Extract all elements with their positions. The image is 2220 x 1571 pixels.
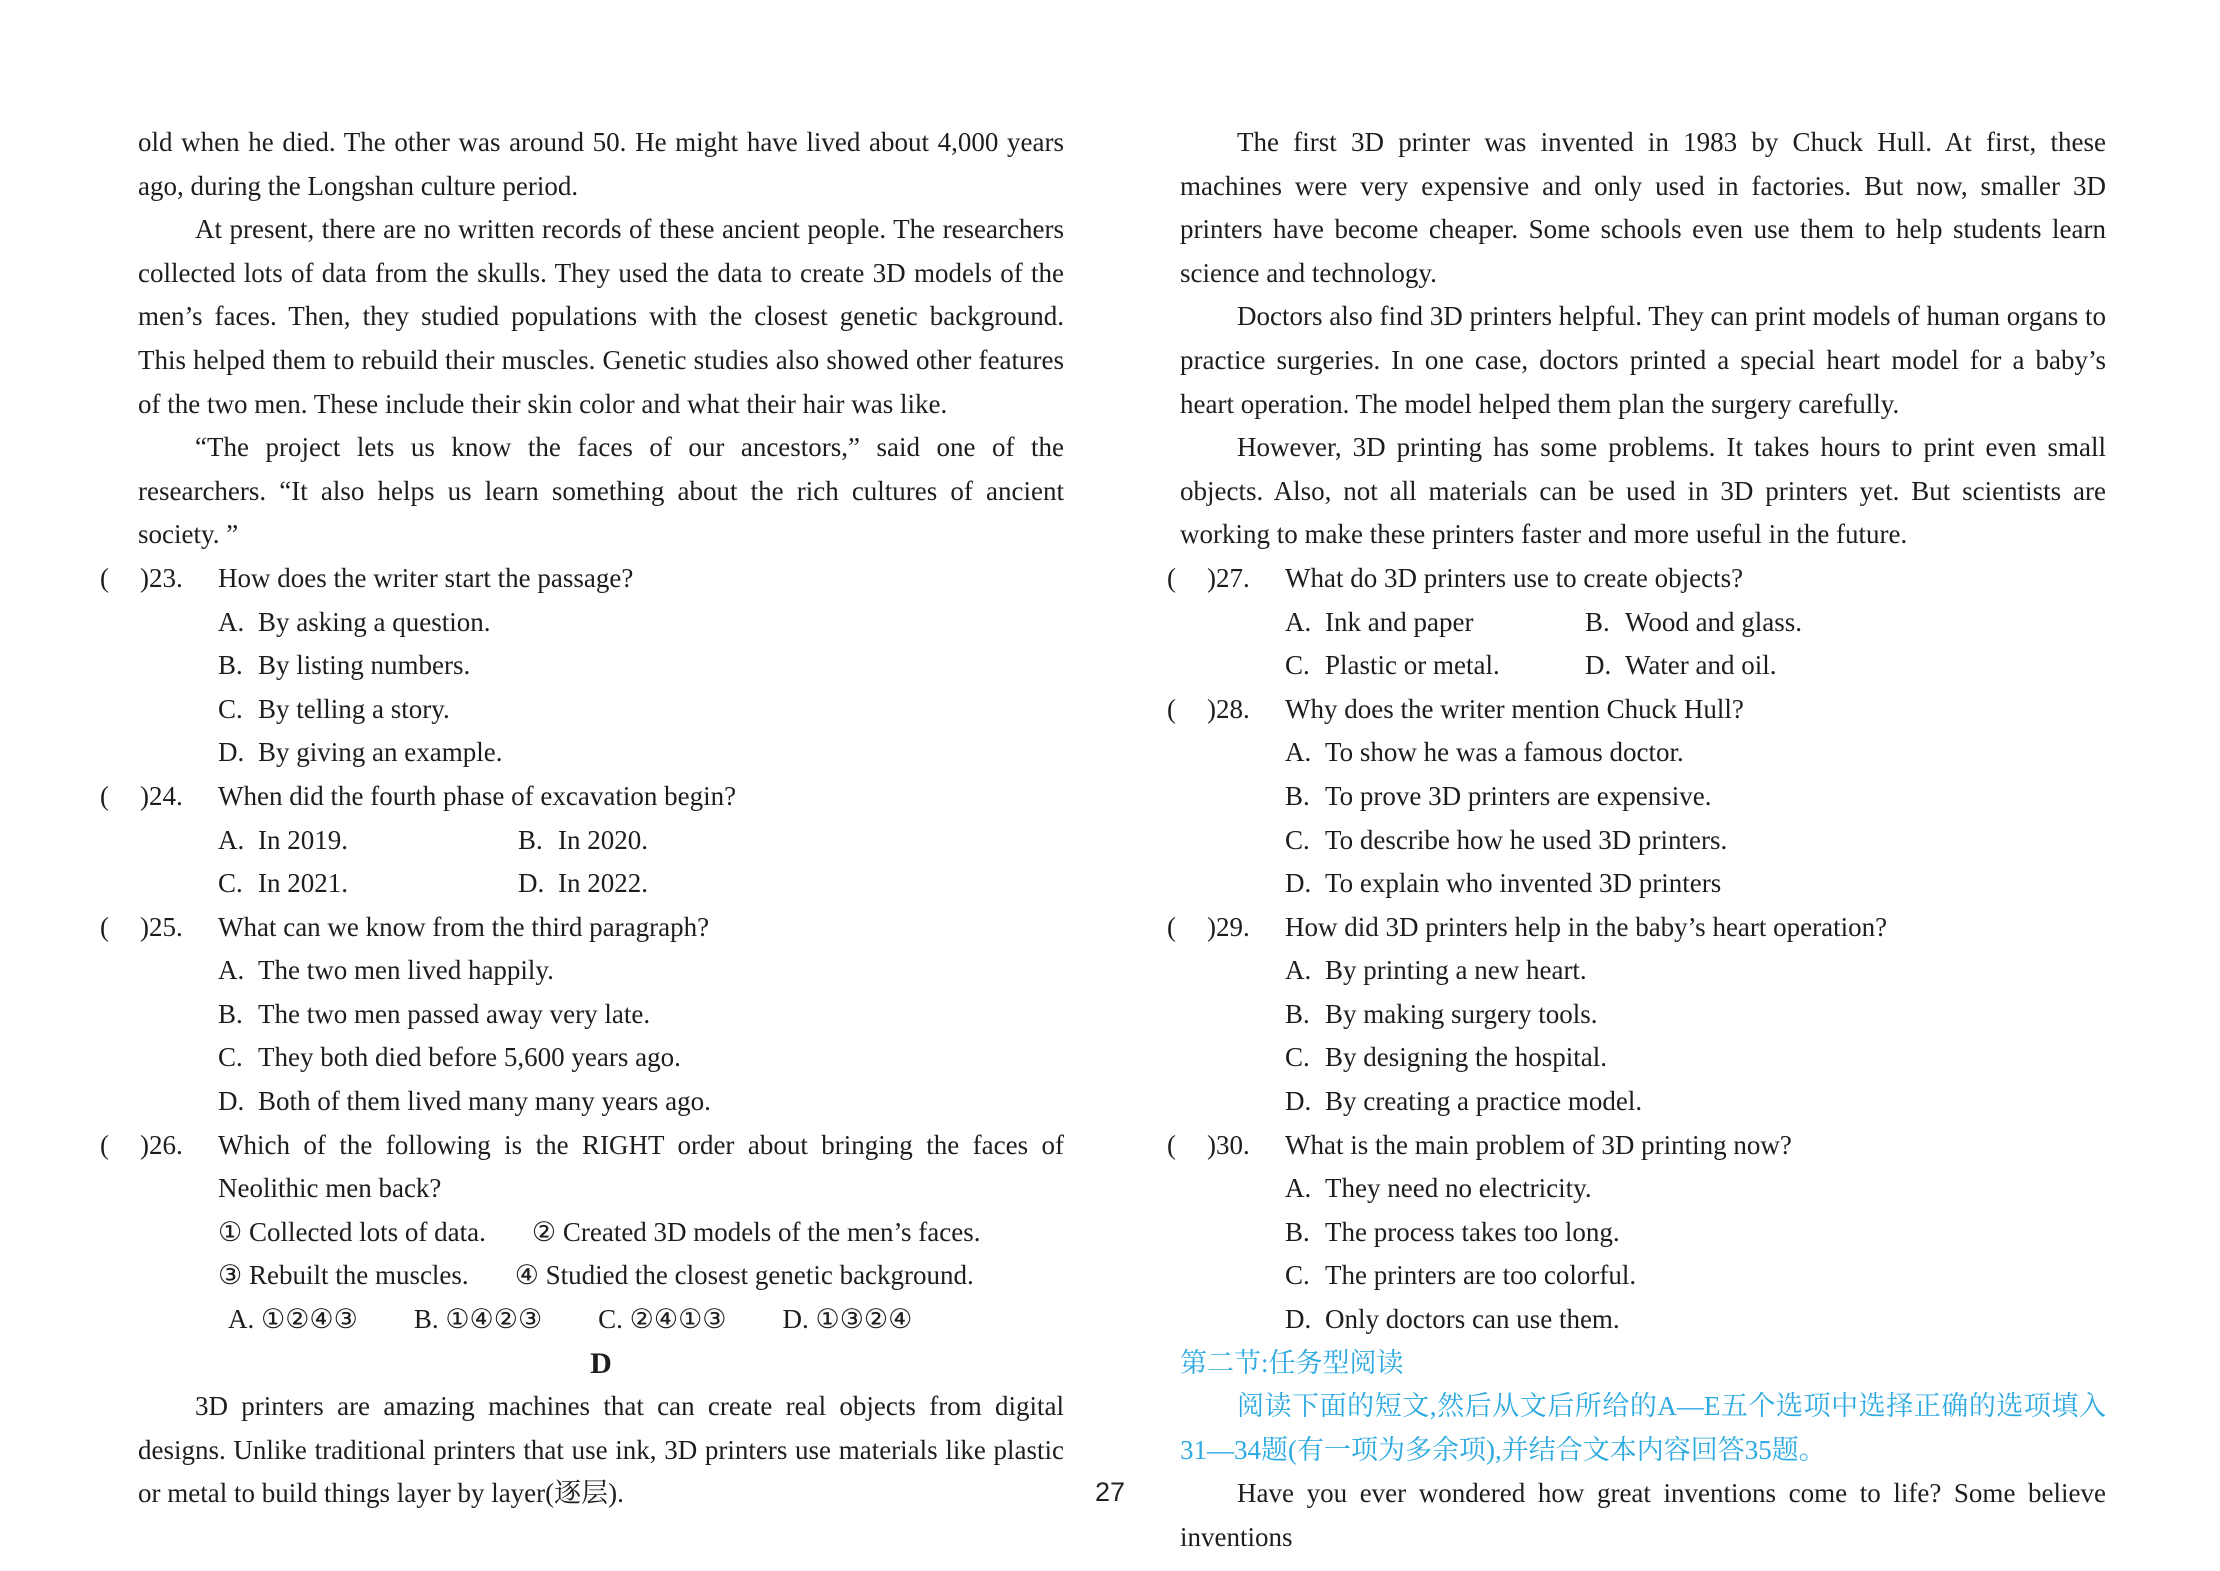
- question-number: )29.: [1207, 911, 1250, 942]
- option-label: C.: [1285, 824, 1310, 855]
- option-24-B: [518, 819, 1064, 863]
- question-number: )27.: [1207, 562, 1250, 593]
- option-29-A: [1285, 949, 2106, 993]
- option-label: D.: [518, 868, 545, 899]
- option-text: By printing a new heart.: [1325, 955, 1587, 986]
- option-text: Water and oil.: [1625, 650, 1777, 681]
- option-label: D.: [1285, 868, 1312, 899]
- question-29: [1167, 906, 2106, 1124]
- sequence-item: ③ Rebuilt the muscles.: [218, 1260, 469, 1291]
- option-text: By designing the hospital.: [1325, 1042, 1607, 1073]
- paragraph: “The project lets us know the faces of our ancestors,” said one of the researchers. “It also helps us learn something about the rich cultures of ancient society. ”: [138, 432, 1064, 550]
- option-text: By telling a story.: [258, 693, 450, 724]
- option-label: B.: [1285, 780, 1310, 811]
- question-text: When did the fourth phase of excavation begin?: [218, 780, 737, 811]
- passage-section-label: D: [590, 1346, 612, 1380]
- left-column: [100, 121, 1064, 1516]
- option-label: B.: [1285, 998, 1310, 1029]
- option-label: A.: [218, 824, 245, 855]
- option-label: A.: [1285, 606, 1312, 637]
- option-text: By giving an example.: [258, 737, 503, 768]
- question-number: )24.: [140, 780, 183, 811]
- option-text: They both died before 5,600 years ago.: [258, 1042, 681, 1073]
- paragraph: Have you ever wondered how great inventions come to life? Some believe inventions: [1180, 1478, 2106, 1552]
- answer-blank: (: [100, 780, 109, 811]
- option-text: By asking a question.: [258, 606, 491, 637]
- option-text: To show he was a famous doctor.: [1325, 737, 1684, 768]
- option-25-A: [218, 949, 1064, 993]
- paragraph: 3D printers are amazing machines that can create real objects from digital designs. Unlike traditional printers that use ink, 3D printers use materials like plastic or metal to build things layer by layer(逐层).: [138, 1391, 1064, 1509]
- option-text: Wood and glass.: [1625, 606, 1803, 637]
- question-number: )26.: [140, 1129, 183, 1160]
- question-text: What do 3D printers use to create objects?: [1285, 562, 1744, 593]
- option-text: To explain who invented 3D printers: [1325, 868, 1722, 899]
- answer-blank: (: [100, 911, 109, 942]
- option-label: A.: [1285, 737, 1312, 768]
- question-body: [218, 557, 1064, 775]
- question-text: What can we know from the third paragraph?: [218, 911, 710, 942]
- sequence-item: ④ Studied the closest genetic background.: [514, 1260, 974, 1291]
- option-text: In 2019.: [258, 824, 348, 855]
- answer-blank: (: [1167, 693, 1176, 724]
- answer-blank: (: [1167, 1129, 1176, 1160]
- question-number: )25.: [140, 911, 183, 942]
- option-30-B: [1285, 1211, 2106, 1255]
- question-body: [1285, 906, 2106, 1124]
- option-label: B.: [1285, 1216, 1310, 1247]
- option-label: A.: [1285, 1173, 1312, 1204]
- option-23-D: [218, 731, 1064, 775]
- sequence-item: ② Created 3D models of the men’s faces.: [531, 1216, 981, 1247]
- answer-choices-row: [228, 1298, 1064, 1342]
- option-25-B: [218, 993, 1064, 1037]
- question-number: )30.: [1207, 1129, 1250, 1160]
- option-25-C: [218, 1036, 1064, 1080]
- option-27-A: [1285, 601, 1585, 645]
- question-text: How did 3D printers help in the baby’s heart operation?: [1285, 911, 1888, 942]
- option-text: The printers are too colorful.: [1325, 1260, 1637, 1291]
- option-23-B: [218, 644, 1064, 688]
- option-28-B: [1285, 775, 2106, 819]
- answer-blank: (: [1167, 562, 1176, 593]
- question-text: What is the main problem of 3D printing now?: [1285, 1129, 1792, 1160]
- question-30: [1167, 1124, 2106, 1342]
- option-27-D: [1585, 644, 2106, 688]
- option-28-A: [1285, 731, 2106, 775]
- option-label: B.: [1585, 606, 1610, 637]
- option-text: To prove 3D printers are expensive.: [1325, 780, 1712, 811]
- answer-choice: B. ①④②③: [413, 1304, 543, 1335]
- option-24-A: [218, 819, 518, 863]
- option-23-A: [218, 601, 1064, 645]
- option-text: Ink and paper: [1325, 606, 1474, 637]
- option-label: D.: [1285, 1086, 1312, 1117]
- option-label: C.: [218, 693, 243, 724]
- question-text: Why does the writer mention Chuck Hull?: [1285, 693, 1744, 724]
- option-label: B.: [518, 824, 543, 855]
- option-28-C: [1285, 819, 2106, 863]
- option-29-D: [1285, 1080, 2106, 1124]
- question-body: [218, 775, 1064, 906]
- option-label: D.: [218, 1086, 245, 1117]
- option-27-C: [1285, 644, 1585, 688]
- question-number: )23.: [140, 562, 183, 593]
- option-text: In 2022.: [558, 868, 648, 899]
- option-grid: [1285, 601, 2106, 688]
- question-27: [1167, 557, 2106, 688]
- option-text: The two men lived happily.: [258, 955, 554, 986]
- answer-blank: (: [100, 1129, 109, 1160]
- option-grid: [218, 819, 1064, 906]
- option-text: The two men passed away very late.: [258, 998, 651, 1029]
- option-30-A: [1285, 1167, 2106, 1211]
- paragraph: However, 3D printing has some problems. It takes hours to print even small objects. Also, not all materials can be used in 3D printers yet. But scientists are working to make these printers faster and more useful in the future.: [1180, 432, 2106, 550]
- question-25: [100, 906, 1064, 1124]
- question-23: [100, 557, 1064, 775]
- paragraph: Doctors also find 3D printers helpful. They can print models of human organs to practice surgeries. In one case, doctors printed a special heart model for a baby’s heart operation. The model helped them plan the surgery carefully.: [1180, 301, 2106, 419]
- option-24-C: [218, 862, 518, 906]
- answer-choice: C. ②④①③: [598, 1304, 727, 1335]
- option-23-C: [218, 688, 1064, 732]
- question-26: [100, 1124, 1064, 1342]
- question-body: [1285, 557, 2106, 688]
- page-number: 27: [1094, 1477, 1126, 1507]
- option-label: D.: [1585, 650, 1612, 681]
- option-text: Only doctors can use them.: [1325, 1304, 1620, 1335]
- question-body: [218, 906, 1064, 1124]
- option-text: In 2020.: [558, 824, 648, 855]
- option-text: The process takes too long.: [1325, 1216, 1620, 1247]
- option-text: In 2021.: [258, 868, 348, 899]
- option-30-D: [1285, 1298, 2106, 1342]
- option-text: To describe how he used 3D printers.: [1325, 824, 1728, 855]
- option-label: B.: [218, 998, 243, 1029]
- answer-choice: A. ①②④③: [228, 1304, 358, 1335]
- option-25-D: [218, 1080, 1064, 1124]
- option-text: Both of them lived many many years ago.: [258, 1086, 711, 1117]
- question-body: [1285, 1124, 2106, 1342]
- option-label: A.: [218, 606, 245, 637]
- paragraph: old when he died. The other was around 50. He might have lived about 4,000 years ago, during the Longshan culture period.: [138, 127, 1064, 201]
- sequence-item-line: [218, 1211, 1064, 1255]
- question-28: [1167, 688, 2106, 906]
- paragraph: The first 3D printer was invented in 1983 by Chuck Hull. At first, these machines were very expensive and only used in factories. But now, smaller 3D printers have become cheaper. Some schools even use them to help students learn science and technology.: [1180, 127, 2106, 288]
- paragraph: At present, there are no written records of these ancient people. The researchers collected lots of data from the skulls. They used the data to create 3D models of the men’s faces. Then, they studied populations with the closest genetic background. This helped them to rebuild their muscles. Genetic studies also showed other features of the two men. These include their skin color and what their hair was like.: [138, 214, 1064, 419]
- sequence-item-line: [218, 1254, 1064, 1298]
- section-heading: 第二节:任务型阅读: [1180, 1347, 1404, 1378]
- option-label: A.: [218, 955, 245, 986]
- question-body: [218, 1124, 1064, 1342]
- option-label: D.: [218, 737, 245, 768]
- right-column: [1167, 121, 2106, 1560]
- option-label: C.: [1285, 1260, 1310, 1291]
- option-label: C.: [218, 1042, 243, 1073]
- question-number: )28.: [1207, 693, 1250, 724]
- option-text: By making surgery tools.: [1325, 998, 1598, 1029]
- option-text: Plastic or metal.: [1325, 650, 1500, 681]
- answer-choice: D. ①③②④: [782, 1304, 913, 1335]
- question-text: How does the writer start the passage?: [218, 562, 634, 593]
- option-30-C: [1285, 1254, 2106, 1298]
- option-label: A.: [1285, 955, 1312, 986]
- option-29-C: [1285, 1036, 2106, 1080]
- option-28-D: [1285, 862, 2106, 906]
- option-label: D.: [1285, 1304, 1312, 1335]
- question-24: [100, 775, 1064, 906]
- section-instructions: 阅读下面的短文,然后从文后所给的A—E五个选项中选择正确的选项填入31—34题(有一项为多余项),并结合文本内容回答35题。: [1180, 1391, 2106, 1465]
- question-body: [1285, 688, 2106, 906]
- option-text: They need no electricity.: [1325, 1173, 1592, 1204]
- answer-blank: (: [100, 562, 109, 593]
- answer-blank: (: [1167, 911, 1176, 942]
- option-text: By listing numbers.: [258, 650, 471, 681]
- option-27-B: [1585, 601, 2106, 645]
- question-text: Which of the following is the RIGHT order about bringing the faces of Neolithic men back?: [218, 1129, 1064, 1204]
- option-label: C.: [218, 868, 243, 899]
- option-text: By creating a practice model.: [1325, 1086, 1643, 1117]
- option-24-D: [518, 862, 1064, 906]
- sequence-item: ① Collected lots of data.: [218, 1216, 486, 1247]
- option-label: C.: [1285, 650, 1310, 681]
- option-label: C.: [1285, 1042, 1310, 1073]
- option-29-B: [1285, 993, 2106, 1037]
- option-label: B.: [218, 650, 243, 681]
